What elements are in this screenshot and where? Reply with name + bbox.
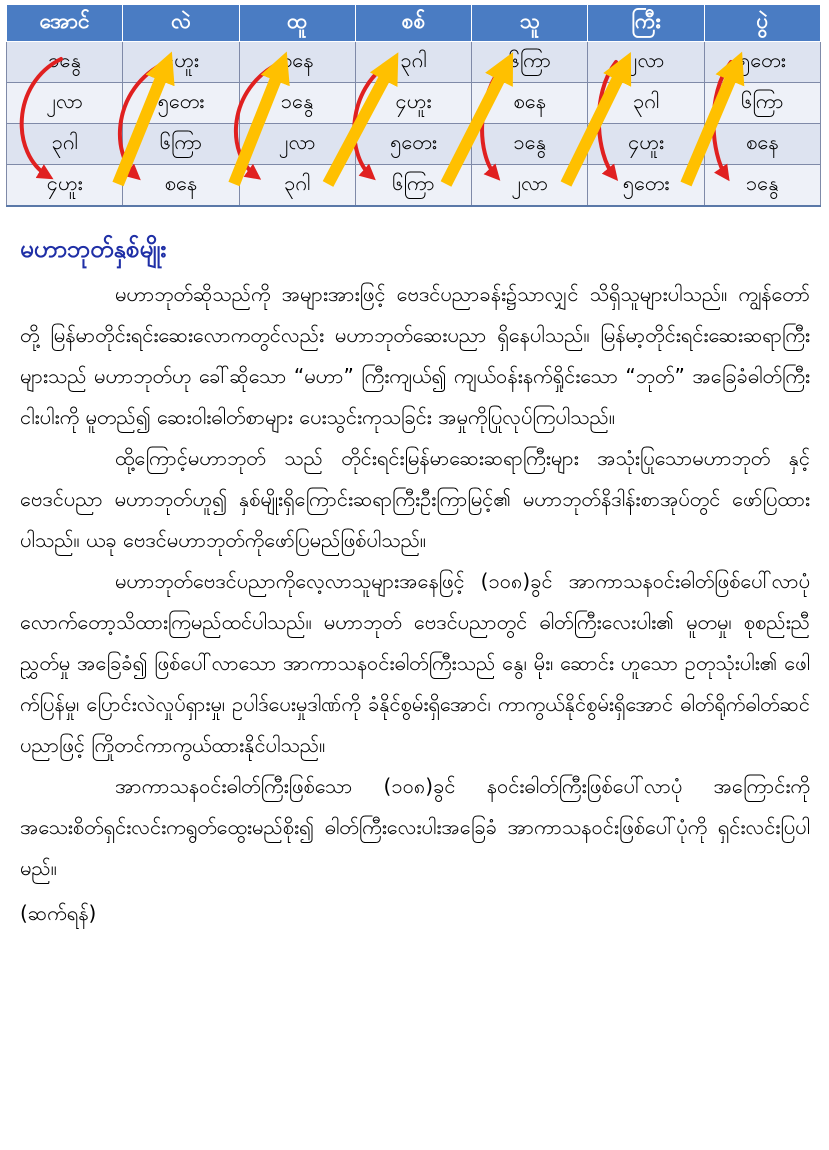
table-cell: ၃ဂါ (239, 165, 355, 207)
table-cell: ၃ဂါ (7, 124, 123, 165)
table-cell: ၁နွေ (239, 83, 355, 124)
rotation-grid (6, 4, 821, 207)
table-row (7, 124, 821, 165)
header-cell: စစ် (355, 5, 471, 42)
table-cell: စနေ (123, 165, 239, 207)
header-cell: လဲ (123, 5, 239, 42)
article-paragraph: မဟာဘုတ်ဗေဒင်ပညာကိုလေ့လာသူများအနေဖြင့် (၁၀၈)ခွင် အာကာသနဝင်းဓါတ်ဖြစ်ပေါ်လာပုံ လောက်တော့သိထားကြမည်ထင်ပါသည်။ မဟာဘုတ် ဗေဒင်ပညာတွင် ဓါတ်ကြီးလေးပါး၏ မူတမှု၊ စုစည်းညီညွှတ်မှု အခြေခံ၍ ဖြစ်ပေါ်လာသော အာကာသနဝင်းဓါတ်ကြီးသည် နွေ၊ မိုး၊ ဆောင်း ဟူသော ဥတုသုံးပါး၏ ဖေါက်ပြန်မှု၊ ပြောင်းလဲလှုပ်ရှားမှု၊ ဥပါဒ်ပေးမှုဒါဏ်ကို ခံနိုင်စွမ်းရှိအောင်၊ ကာကွယ်နိုင်စွမ်းရှိအောင် ဓါတ်ရိုက်ဓါတ်ဆင်ပညာဖြင့် ကြိုတင်ကာကွယ်ထားနိုင်ပါသည်။ (20, 569, 810, 757)
table-cell: ၂လာ (239, 124, 355, 165)
table-cell: ၄ဟူး (123, 42, 239, 83)
header-cell: ကြီး (588, 5, 704, 42)
table-cell: ၆ကြာ (355, 165, 471, 207)
table-cell: ၁နွေ (704, 165, 820, 207)
header-cell: ပွဲ (704, 5, 820, 42)
article-body (20, 230, 810, 934)
table-row (7, 42, 821, 83)
table-cell: စနေ (704, 124, 820, 165)
table-cell: ၆ကြာ (472, 42, 588, 83)
header-cell: အောင် (7, 5, 123, 42)
weekday-rotation-table (6, 4, 821, 194)
table-cell: ၅တေး (588, 165, 704, 207)
table-cell: ၃ဂါ (355, 42, 471, 83)
table-cell: ၃ဂါ (588, 83, 704, 124)
table-cell: စနေ (472, 83, 588, 124)
article-heading: မဟာဘုတ်နှစ်မျိုး (20, 235, 167, 263)
table-cell: ၁နွေ (7, 42, 123, 83)
table-cell: ၂လာ (588, 42, 704, 83)
table-row (7, 165, 821, 207)
table-cell: ၄ဟူး (588, 124, 704, 165)
article-paragraph: ထို့ကြောင့်မဟာဘုတ် သည် တိုင်းရင်းမြန်မာဆေးဆရာကြီးများ အသုံးပြုသောမဟာဘုတ် နှင့် ဗေဒင်ပညာ မဟာဘုတ်ဟူ၍ နှစ်မျိုးရှိကြောင်းဆရာကြီးဦးကြာမြင့်၏ မဟာဘုတ်နိဒါန်းစာအုပ်တွင် ဖော်ပြထားပါသည်။ ယခု ဗေဒင်မဟာဘုတ်ကိုဖော်ပြမည်ဖြစ်ပါသည်။ (20, 446, 810, 552)
header-cell: သူ (472, 5, 588, 42)
article-paragraph: အာကာသနဝင်းဓါတ်ကြီးဖြစ်သော (၁၀၈)ခွင် နဝင်းဓါတ်ကြီးဖြစ်ပေါ်လာပုံ အကြောင်းကို အသေးစိတ်ရှင်းလင်းကရွတ်ထွေးမည်စိုး၍ ဓါတ်ကြီးလေးပါးအခြေခံ အာကာသနဝင်းဖြစ်ပေါ်ပုံကို ရှင်းလင်းပြပါမည်။ (20, 774, 810, 880)
table-cell: ၁နွေ (472, 124, 588, 165)
table-row (7, 83, 821, 124)
table-cell: ၂လာ (472, 165, 588, 207)
continued-label: (ဆက်ရန်) (20, 901, 97, 925)
table-cell: စနေ (239, 42, 355, 83)
table-cell: ၄ဟူး (7, 165, 123, 207)
article-paragraph: မဟာဘုတ်ဆိုသည်ကို အများအားဖြင့် ဗေဒင်ပညာခန်း၌သာလျှင် သိရှိသူများပါသည်။ ကျွန်တော်တို့ မြန်မာတိုင်းရင်းဆေးလောကတွင်လည်း မဟာဘုတ်ဆေးပညာ ရှိနေပါသည်။ မြန်မာ့တိုင်းရင်းဆေးဆရာကြီးများသည် မဟာဘုတ်ဟု ခေါ်ဆိုသော “မဟာ” ကြီးကျယ်၍ ကျယ်ဝန်းနက်ရှိုင်းသော “ဘုတ်” အခြေခံဓါတ်ကြီးငါးပါးကို မူတည်၍ ဆေးဝါးဓါတ်စာများ ပေးသွင်းကုသခြင်း အမှုကိုပြုလုပ်ကြပါသည်။ (20, 282, 810, 429)
table-cell: ၆ကြာ (123, 124, 239, 165)
table-cell: ၆ကြာ (704, 83, 820, 124)
header-row (7, 5, 821, 42)
table-cell: ၅တေး (355, 124, 471, 165)
table-cell: ၂လာ (7, 83, 123, 124)
table-cell: ၅တေး (704, 42, 820, 83)
table-cell: ၄ဟူး (355, 83, 471, 124)
table-cell: ၅တေး (123, 83, 239, 124)
header-cell: ထူ (239, 5, 355, 42)
